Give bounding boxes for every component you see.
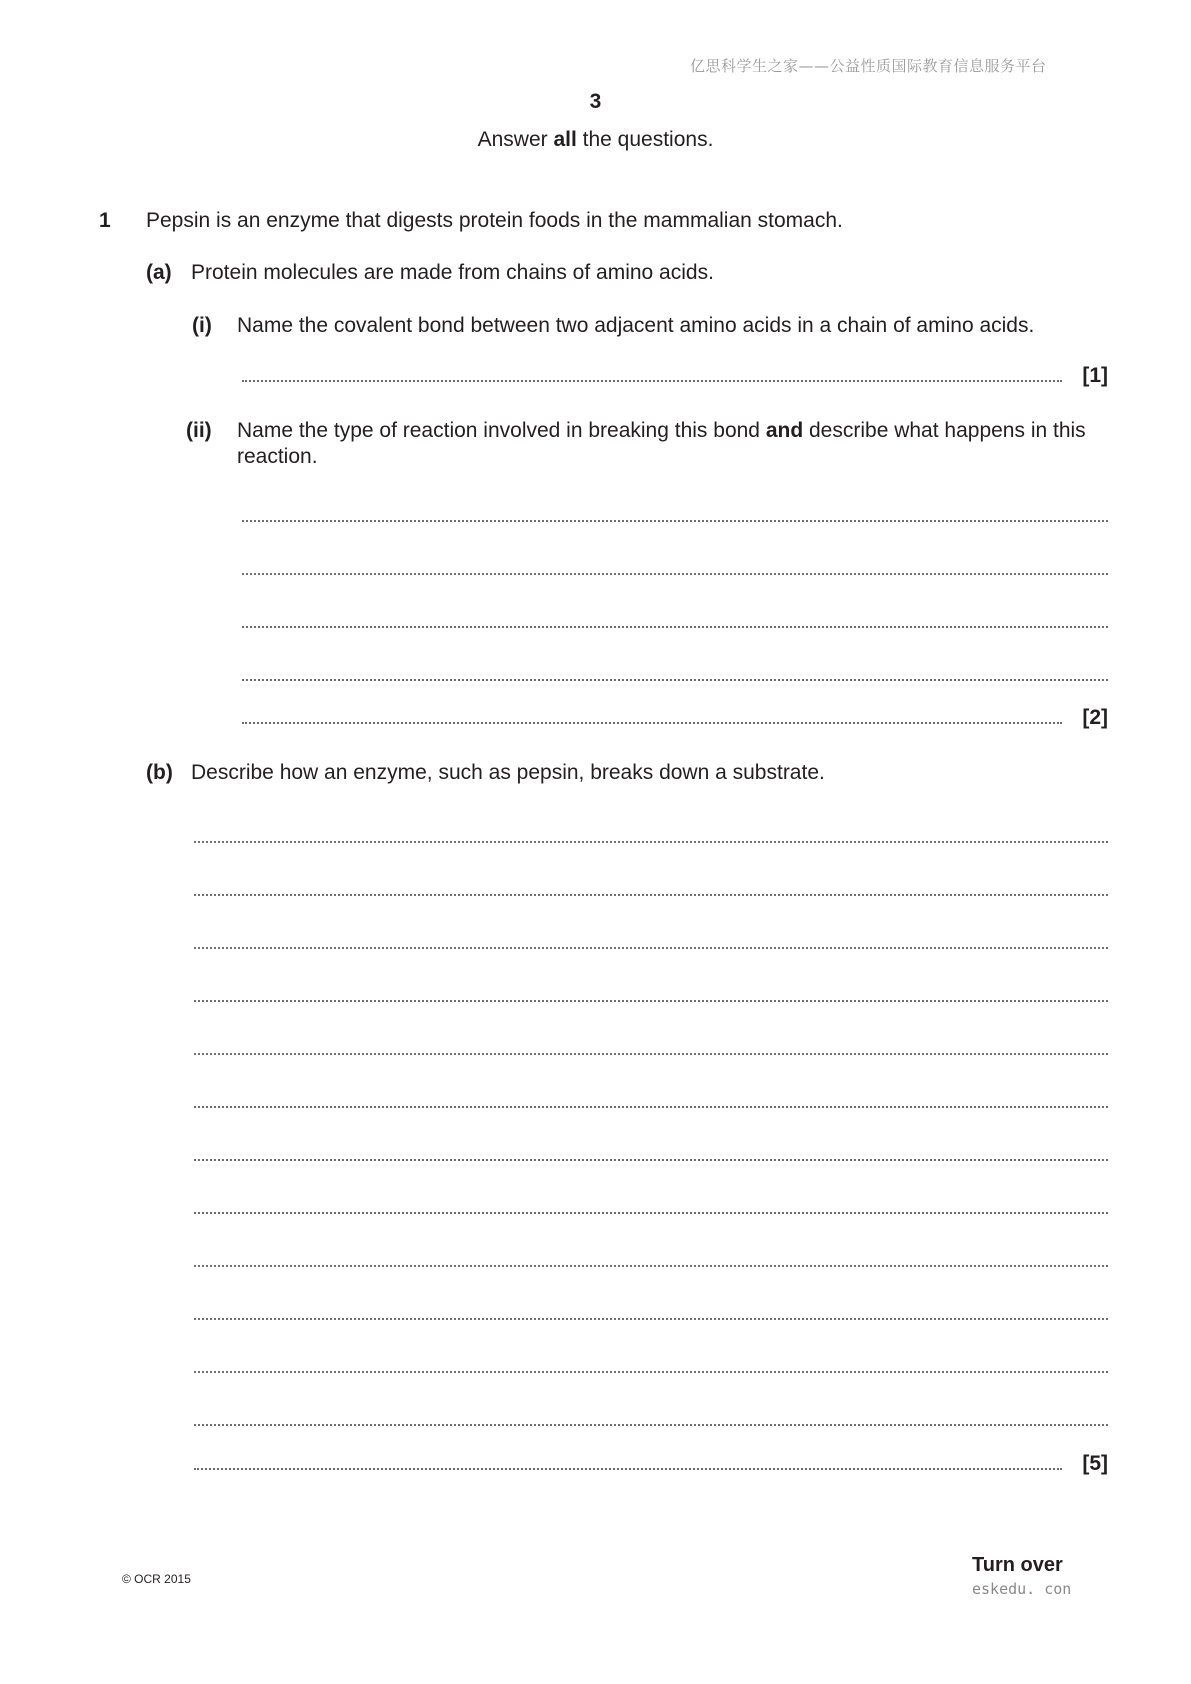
- answer-line[interactable]: [194, 872, 1108, 896]
- part-a-label: (a): [146, 261, 172, 284]
- sub-ii-text: [237, 418, 1105, 470]
- answer-line[interactable]: [242, 551, 1108, 575]
- instruction-bold: all: [553, 128, 577, 151]
- answer-line[interactable]: [194, 1349, 1108, 1373]
- answer-line[interactable]: [242, 604, 1108, 628]
- turn-over: Turn over: [972, 1554, 1063, 1576]
- sub-ii-text-pre: Name the type of reaction involved in breaking this bond: [237, 419, 766, 442]
- answer-line[interactable]: [194, 1243, 1108, 1267]
- part-b-label: (b): [146, 761, 173, 784]
- instruction-post: the questions.: [576, 128, 714, 151]
- answer-line[interactable]: [194, 1084, 1108, 1108]
- sub-i-label: (i): [192, 314, 212, 337]
- page-number: 3: [589, 90, 602, 113]
- answer-line[interactable]: [242, 700, 1062, 724]
- instruction: [0, 128, 1191, 152]
- sub-i-text: Name the covalent bond between two adjacent amino acids in a chain of amino acids.: [237, 314, 1035, 337]
- answer-line[interactable]: [194, 1402, 1108, 1426]
- sub-ii-text-post: describe what happens in this reaction.: [237, 419, 1086, 468]
- instruction-pre: Answer: [477, 128, 554, 151]
- marks-part-b: [5]: [1082, 1452, 1108, 1475]
- marks-sub-i: [1]: [1082, 364, 1108, 387]
- answer-line[interactable]: [194, 819, 1108, 843]
- answer-line[interactable]: [242, 657, 1108, 681]
- footer-watermark: eskedu. con: [972, 1580, 1072, 1598]
- part-b-text: Describe how an enzyme, such as pepsin, breaks down a substrate.: [191, 761, 825, 784]
- part-a-text: Protein molecules are made from chains of amino acids.: [191, 261, 714, 284]
- answer-line[interactable]: [194, 978, 1108, 1002]
- sub-ii-label: (ii): [186, 419, 212, 442]
- marks-sub-ii: [2]: [1082, 706, 1108, 729]
- header-watermark: 亿思科学生之家——公益性质国际教育信息服务平台: [690, 57, 1047, 75]
- copyright: © OCR 2015: [122, 1572, 191, 1586]
- answer-line[interactable]: [194, 1031, 1108, 1055]
- answer-line[interactable]: [194, 1190, 1108, 1214]
- sub-ii-text-bold: and: [765, 419, 804, 442]
- answer-line[interactable]: [194, 1296, 1108, 1320]
- question-number: 1: [99, 209, 111, 232]
- answer-line[interactable]: [242, 498, 1108, 522]
- answer-line[interactable]: [194, 1137, 1108, 1161]
- answer-line[interactable]: [194, 925, 1108, 949]
- answer-line[interactable]: [194, 1446, 1062, 1470]
- answer-line[interactable]: [242, 358, 1062, 382]
- question-stem: Pepsin is an enzyme that digests protein foods in the mammalian stomach.: [146, 209, 843, 232]
